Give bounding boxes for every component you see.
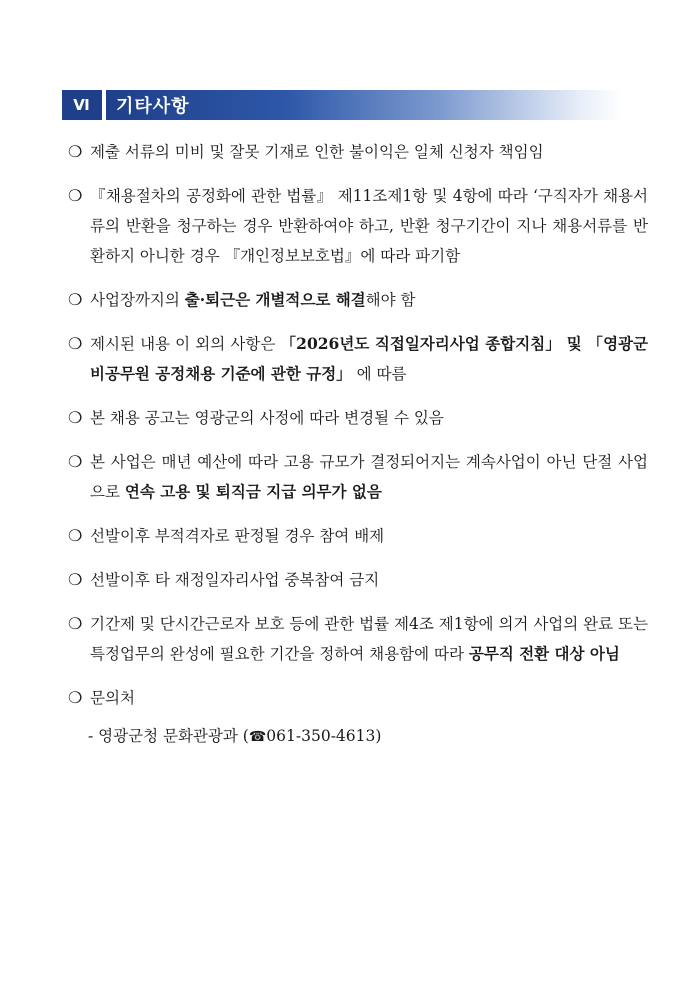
list-item	[68, 403, 648, 433]
list-item-text	[90, 609, 648, 669]
body-text: 선발이후 타 재정일자리사업 중복참여 금지	[90, 571, 380, 589]
bullet-icon: ❍	[68, 290, 83, 309]
bullet-icon: ❍	[68, 142, 83, 161]
list-item-text	[90, 521, 648, 551]
notice-list	[68, 137, 648, 752]
emphasis-text: 출·퇴근은 개별적으로 해결	[184, 290, 366, 309]
phone-icon: ☎	[248, 729, 267, 745]
list-item-text	[90, 447, 648, 507]
body-text: 본 사업은 매년 예산에 따라 고용 규모가 결정되어지는 계속사업이 아닌 단절 사업으로	[90, 453, 648, 501]
list-item	[68, 683, 648, 713]
list-item-text	[90, 683, 648, 713]
bullet-icon: ❍	[68, 334, 83, 353]
list-item-text	[90, 403, 648, 433]
body-text: 에 따름	[351, 365, 407, 383]
list-item-text	[90, 181, 648, 271]
contact-suffix: )	[375, 727, 382, 745]
section-title: 기타사항	[116, 96, 190, 117]
emphasis-text: 공무직 전환 대상 아님	[468, 644, 620, 663]
list-item	[68, 609, 648, 669]
list-item-text	[90, 565, 648, 595]
list-item	[68, 521, 648, 551]
body-text: 문의처	[90, 689, 135, 707]
body-text: 사업장까지의	[90, 291, 185, 309]
emphasis-text: 연속 고용 및 퇴직금 지급 의무가 없음	[124, 482, 382, 501]
list-item-text	[90, 285, 648, 315]
list-item	[68, 329, 648, 389]
body-text: 해야 함	[365, 291, 416, 309]
list-item-text	[90, 329, 648, 389]
list-item	[68, 137, 648, 167]
bullet-icon: ❍	[68, 408, 83, 427]
list-item-text	[90, 137, 648, 167]
list-item	[68, 565, 648, 595]
body-text: 제출 서류의 미비 및 잘못 기재로 인한 불이익은 일체 신청자 책임임	[90, 143, 544, 161]
list-item	[68, 447, 648, 507]
list-item	[68, 181, 648, 271]
bullet-icon: ❍	[68, 688, 83, 707]
bullet-icon: ❍	[68, 570, 83, 589]
list-item	[68, 285, 648, 315]
section-number: Ⅵ	[62, 90, 102, 120]
contact-line	[88, 721, 648, 752]
body-text: 기간제 및 단시간근로자 보호 등에 관한 법률 제4조 제1항에 의거 사업의 완료 또는 특정업무의 완성에 필요한 기간을 정하여 채용함에 따라	[90, 615, 648, 663]
bullet-icon: ❍	[68, 614, 83, 633]
body-text: 『채용절차의 공정화에 관한 법률』 제11조제1항 및 4항에 따라 ‘구직자가 채용서류의 반환을 청구하는 경우 반환하여야 하고, 반환 청구기간이 지나 채용서류를 반환하지 아니한 경우 『개인정보보호법』에 따라 파기함	[90, 187, 648, 265]
section-header	[62, 90, 622, 120]
bullet-icon: ❍	[68, 186, 83, 205]
section-title-bar	[106, 90, 622, 120]
body-text: 선발이후 부적격자로 판정될 경우 참여 배제	[90, 527, 385, 545]
bullet-icon: ❍	[68, 452, 83, 471]
contact-department: - 영광군청 문화관광과 (	[88, 727, 249, 745]
emphasis-text: 「2026년도 직접일자리사업 종합지침」 및 「영광군 비공무원 공정채용 기준에 관한 규정」	[90, 334, 648, 383]
bullet-icon: ❍	[68, 526, 83, 545]
body-text: 제시된 내용 이 외의 사항은	[90, 335, 281, 353]
body-text: 본 채용 공고는 영광군의 사정에 따라 변경될 수 있음	[90, 409, 444, 427]
contact-phone: 061-350-4613	[266, 727, 376, 745]
